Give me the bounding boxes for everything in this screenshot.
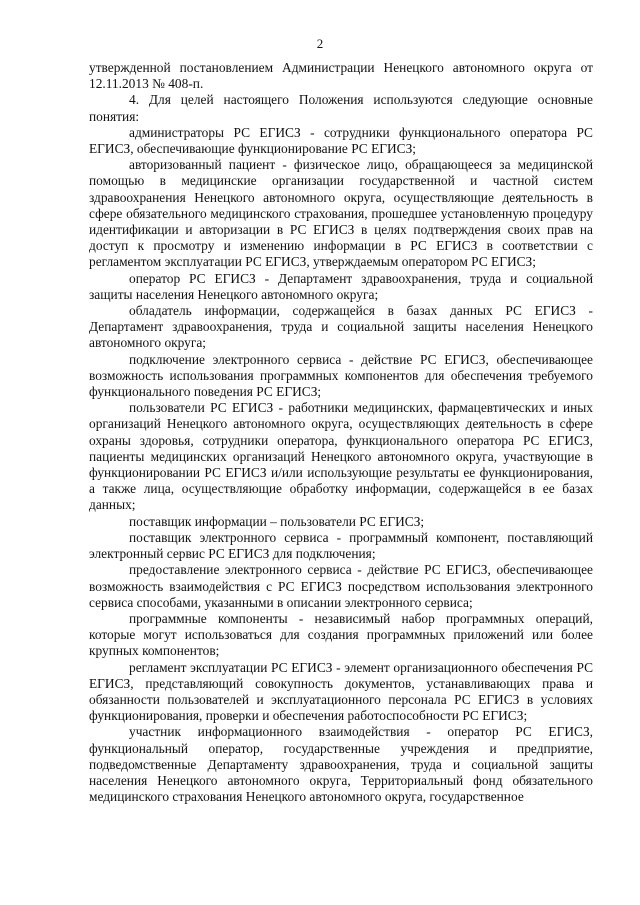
definition-authorized-patient: авторизованный пациент - физическое лицо, обращающееся за медицинской помощью в медицинские организации государственной и частной систем здравоохранения Ненецкого автономного округа, осуществляющие деятельность в сфере обязательного медицинского страхования, прошедшее установленную процедуру идентификации и авторизации в РС ЕГИСЗ в целях подтверждения своих прав на доступ к просмотру и изменению информации в РС ЕГИСЗ в соответствии с регламентом эксплуатации РС ЕГИСЗ, утверждаемым оператором РС ЕГИСЗ; (89, 157, 593, 270)
definition-administrators: администраторы РС ЕГИСЗ - сотрудники функционального оператора РС ЕГИСЗ, обеспечивающие функционирование РС ЕГИСЗ; (89, 124, 593, 157)
definition-software-components: программные компоненты - независимый набор программных операций, которые могут использоваться для создания программных приложений или более крупных компонентов; (89, 610, 593, 659)
definition-service-connection: подключение электронного сервиса - действие РС ЕГИСЗ, обеспечивающее возможность использования программных компонентов для обеспечения требуемого функционального поведения РС ЕГИСЗ; (89, 351, 593, 400)
document-body (89, 60, 593, 805)
paragraph-item-4: 4. Для целей настоящего Положения используются следующие основные понятия: (89, 92, 593, 124)
definition-interaction-participant: участник информационного взаимодействия - оператор РС ЕГИСЗ, функциональный оператор, государственные учреждения и предприятие, подведомственные Департаменту здравоохранения, труда и социальной защиты населения Ненецкого автономного округа, Территориальный фонд обязательного медицинского страхования Ненецкого автономного округа, государственное (89, 724, 593, 805)
page-number: 2 (316, 36, 324, 51)
definition-users: пользователи РС ЕГИСЗ - работники медицинских, фармацевтических и иных организаций Ненецкого автономного округа, осуществляющих деятельность в сфере охраны здоровья, сотрудники оператора, функционального оператора РС ЕГИСЗ, пациенты медицинских организаций Ненецкого автономного округа, участвующие в функционировании РС ЕГИСЗ и/или использующие результаты ее функционирования, а также лица, осуществляющие обработку информации, содержащейся в ее базах данных; (89, 400, 593, 513)
definition-operator: оператор РС ЕГИСЗ - Департамент здравоохранения, труда и социальной защиты населения Ненецкого автономного округа; (89, 270, 593, 302)
definition-service-supplier: поставщик электронного сервиса - программный компонент, поставляющий электронный сервис РС ЕГИСЗ для подключения; (89, 529, 593, 562)
paragraph-continuation: утвержденной постановлением Администрации Ненецкого автономного округа от 12.11.2013 № 408-п. (89, 60, 593, 92)
definition-operation-regulations: регламент эксплуатации РС ЕГИСЗ - элемент организационного обеспечения РС ЕГИСЗ, представляющий совокупность документов, устанавливающих права и обязанности пользователей и эксплуатационного персонала РС ЕГИСЗ в условиях функционирования, проверки и обеспечения работоспособности РС ЕГИСЗ; (89, 659, 593, 724)
definition-information-owner: обладатель информации, содержащейся в базах данных РС ЕГИСЗ - Департамент здравоохранения, труда и социальной защиты населения Ненецкого автономного округа; (89, 303, 593, 351)
definition-information-supplier: поставщик информации – пользователи РС ЕГИСЗ; (129, 513, 425, 529)
definition-service-provision: предоставление электронного сервиса - действие РС ЕГИСЗ, обеспечивающее возможность взаимодействия с РС ЕГИСЗ посредством использования электронного сервиса способами, указанными в описании электронного сервиса; (89, 562, 593, 610)
